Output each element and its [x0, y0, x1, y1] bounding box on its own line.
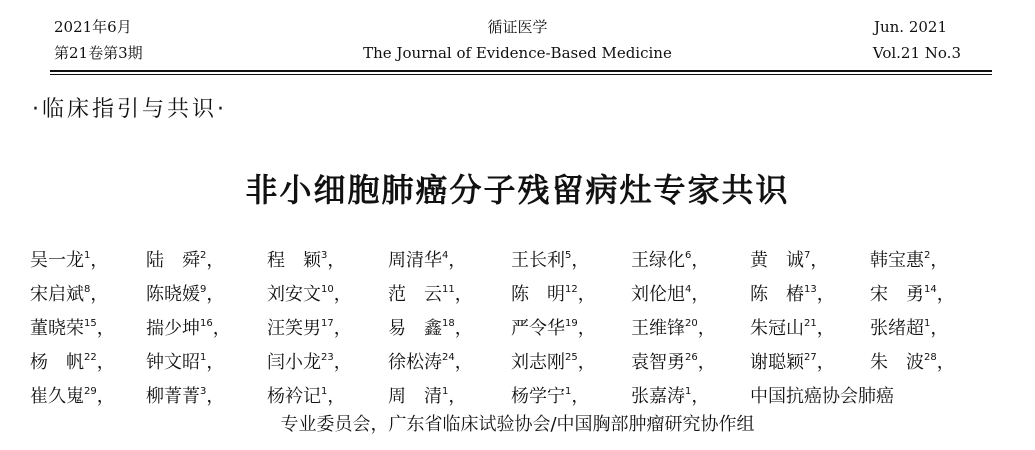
author-separator: ，	[333, 352, 352, 373]
author-name: 中国抗癌协会肺癌	[750, 386, 894, 407]
affiliation-marker: 1	[84, 250, 91, 261]
author-name: 陈晓媛	[146, 284, 200, 305]
affiliation-marker: 8	[84, 284, 91, 295]
author-entry	[30, 314, 115, 340]
author-entry	[750, 246, 828, 272]
author-name: 陆 舜	[146, 250, 200, 271]
author-entry	[267, 314, 352, 340]
affiliation-marker: 7	[804, 250, 811, 261]
author-separator: ，	[96, 352, 115, 373]
affiliation-marker: 21	[804, 318, 817, 329]
author-entry	[750, 280, 835, 306]
author-separator: ，	[697, 318, 716, 339]
author-name: 韩宝惠	[870, 250, 924, 271]
author-separator: ，	[810, 250, 829, 271]
affiliation-marker: 19	[565, 318, 578, 329]
affiliation-marker: 16	[200, 318, 213, 329]
author-separator: ，	[454, 352, 473, 373]
affiliation-marker: 4	[685, 284, 692, 295]
author-separator: ，	[206, 284, 225, 305]
author-separator: ，	[816, 318, 835, 339]
header-volume-cn: 第21卷第3期	[54, 44, 143, 62]
author-list	[30, 240, 1015, 410]
author-name: 宋启斌	[30, 284, 84, 305]
author-name: 易 鑫	[388, 318, 442, 339]
author-entry	[388, 314, 473, 340]
author-entry	[146, 314, 231, 340]
author-entry	[146, 246, 224, 272]
author-separator: ，	[448, 250, 467, 271]
author-entry	[388, 348, 473, 374]
author-entry	[388, 246, 466, 272]
affiliation-marker: 1	[924, 318, 931, 329]
author-name: 王绿化	[631, 250, 685, 271]
author-entry	[870, 348, 955, 374]
author-entry	[30, 280, 108, 306]
author-entry	[146, 348, 224, 374]
running-header	[0, 0, 1035, 76]
author-separator: ，	[930, 318, 949, 339]
author-separator: ，	[90, 284, 109, 305]
affiliation-marker: 9	[200, 284, 207, 295]
author-separator: ，	[571, 250, 590, 271]
author-entry	[631, 280, 709, 306]
author-name: 周清华	[388, 250, 442, 271]
affiliation-marker: 1	[685, 386, 692, 397]
author-entry	[511, 382, 589, 408]
author-separator: ，	[327, 386, 346, 407]
author-entry	[750, 348, 835, 374]
header-rule-thin	[50, 74, 992, 75]
author-name: 张嘉涛	[631, 386, 685, 407]
author-separator: ，	[448, 386, 467, 407]
affiliation-marker: 17	[321, 318, 334, 329]
author-separator: ，	[333, 284, 352, 305]
author-name: 柳菁菁	[146, 386, 200, 407]
author-entry	[267, 246, 345, 272]
author-entry	[870, 246, 948, 272]
author-name: 董晓荣	[30, 318, 84, 339]
author-entry	[750, 314, 835, 340]
author-separator: ，	[454, 284, 473, 305]
author-entry	[388, 280, 473, 306]
affiliation-marker: 3	[200, 386, 207, 397]
author-name: 朱 波	[870, 352, 924, 373]
affiliation-marker: 12	[565, 284, 578, 295]
author-separator: ，	[936, 284, 955, 305]
author-name: 黄 诚	[750, 250, 804, 271]
author-separator: ，	[936, 352, 955, 373]
author-separator: ，	[333, 318, 352, 339]
author-name: 王维锋	[631, 318, 685, 339]
author-separator: ，	[206, 352, 225, 373]
affiliation-marker: 25	[565, 352, 578, 363]
affiliation-marker: 6	[685, 250, 692, 261]
author-name: 揣少坤	[146, 318, 200, 339]
author-name: 刘志刚	[511, 352, 565, 373]
author-separator: ，	[571, 386, 590, 407]
author-name: 杨衿记	[267, 386, 321, 407]
author-name: 陈 椿	[750, 284, 804, 305]
affiliation-marker: 5	[565, 250, 572, 261]
author-entry	[30, 246, 108, 272]
author-separator: ，	[212, 318, 231, 339]
author-name: 谢聪颖	[750, 352, 804, 373]
author-separator: ，	[816, 352, 835, 373]
affiliation-marker: 26	[685, 352, 698, 363]
author-separator: ，	[691, 250, 710, 271]
affiliation-marker: 11	[442, 284, 455, 295]
affiliation-marker: 4	[442, 250, 449, 261]
author-separator: ，	[577, 352, 596, 373]
author-separator: ，	[577, 284, 596, 305]
author-entry	[750, 382, 894, 408]
author-name: 钟文昭	[146, 352, 200, 373]
author-name: 宋 勇	[870, 284, 924, 305]
author-separator: ，	[206, 386, 225, 407]
affiliation-marker: 1	[200, 352, 207, 363]
author-name: 陈 明	[511, 284, 565, 305]
author-separator: ，	[930, 250, 949, 271]
affiliation-marker: 24	[442, 352, 455, 363]
affiliation-marker: 15	[84, 318, 97, 329]
article-title: 非小细胞肺癌分子残留病灶专家共识	[245, 171, 790, 209]
author-separator: ，	[96, 318, 115, 339]
author-entry	[631, 348, 716, 374]
author-separator: ，	[691, 386, 710, 407]
author-separator: ，	[816, 284, 835, 305]
affiliation-marker: 28	[924, 352, 937, 363]
affiliation-marker: 20	[685, 318, 698, 329]
author-separator: ，	[697, 352, 716, 373]
author-row	[30, 240, 1015, 274]
affiliation-marker: 2	[924, 250, 931, 261]
header-journal-en: The Journal of Evidence-Based Medicine	[363, 44, 672, 62]
author-name: 严令华	[511, 318, 565, 339]
header-volume-en: Vol.21 No.3	[872, 44, 961, 62]
author-row	[30, 274, 1015, 308]
affiliation-marker: 1	[442, 386, 449, 397]
author-entry	[267, 382, 345, 408]
author-name: 范 云	[388, 284, 442, 305]
author-entry	[388, 382, 466, 408]
author-entry	[267, 348, 352, 374]
author-entry	[30, 382, 115, 408]
author-entry	[511, 348, 596, 374]
author-entry	[870, 280, 955, 306]
author-name: 汪笑男	[267, 318, 321, 339]
header-rule-thick	[50, 70, 992, 72]
author-organization-line: 专业委员会，广东省临床试验协会/中国胸部肿瘤研究协作组	[280, 414, 755, 435]
affiliation-marker: 1	[321, 386, 328, 397]
author-entry	[146, 382, 224, 408]
author-entry	[511, 280, 596, 306]
affiliation-marker: 10	[321, 284, 334, 295]
author-entry	[146, 280, 224, 306]
author-row	[30, 376, 1015, 410]
author-name: 杨 帆	[30, 352, 84, 373]
header-date-cn: 2021年6月	[54, 18, 132, 36]
affiliation-marker: 14	[924, 284, 937, 295]
affiliation-marker: 23	[321, 352, 334, 363]
author-separator: ，	[327, 250, 346, 271]
header-journal-cn: 循证医学	[487, 18, 548, 36]
author-separator: ，	[96, 386, 115, 407]
affiliation-marker: 22	[84, 352, 97, 363]
author-name: 朱冠山	[750, 318, 804, 339]
author-entry	[631, 382, 709, 408]
author-name: 周 清	[388, 386, 442, 407]
author-name: 刘伦旭	[631, 284, 685, 305]
author-name: 张绪超	[870, 318, 924, 339]
affiliation-marker: 27	[804, 352, 817, 363]
author-entry	[631, 314, 716, 340]
header-date-en: Jun. 2021	[873, 18, 947, 36]
author-entry	[267, 280, 352, 306]
author-name: 闫小龙	[267, 352, 321, 373]
author-separator: ，	[577, 318, 596, 339]
author-entry	[511, 246, 589, 272]
affiliation-marker: 18	[442, 318, 455, 329]
author-separator: ，	[691, 284, 710, 305]
author-row	[30, 342, 1015, 376]
affiliation-marker: 3	[321, 250, 328, 261]
author-row	[30, 308, 1015, 342]
author-name: 崔久嵬	[30, 386, 84, 407]
author-separator: ，	[206, 250, 225, 271]
author-entry	[631, 246, 709, 272]
author-name: 徐松涛	[388, 352, 442, 373]
author-entry	[511, 314, 596, 340]
author-name: 杨学宁	[511, 386, 565, 407]
author-entry	[30, 348, 115, 374]
author-name: 王长利	[511, 250, 565, 271]
author-separator: ，	[454, 318, 473, 339]
affiliation-marker: 2	[200, 250, 207, 261]
author-name: 刘安文	[267, 284, 321, 305]
affiliation-marker: 29	[84, 386, 97, 397]
author-separator: ，	[90, 250, 109, 271]
author-name: 程 颖	[267, 250, 321, 271]
author-name: 吴一龙	[30, 250, 84, 271]
column-tag: ·临床指引与共识·	[32, 97, 227, 122]
affiliation-marker: 13	[804, 284, 817, 295]
affiliation-marker: 1	[565, 386, 572, 397]
author-name: 袁智勇	[631, 352, 685, 373]
author-entry	[870, 314, 948, 340]
